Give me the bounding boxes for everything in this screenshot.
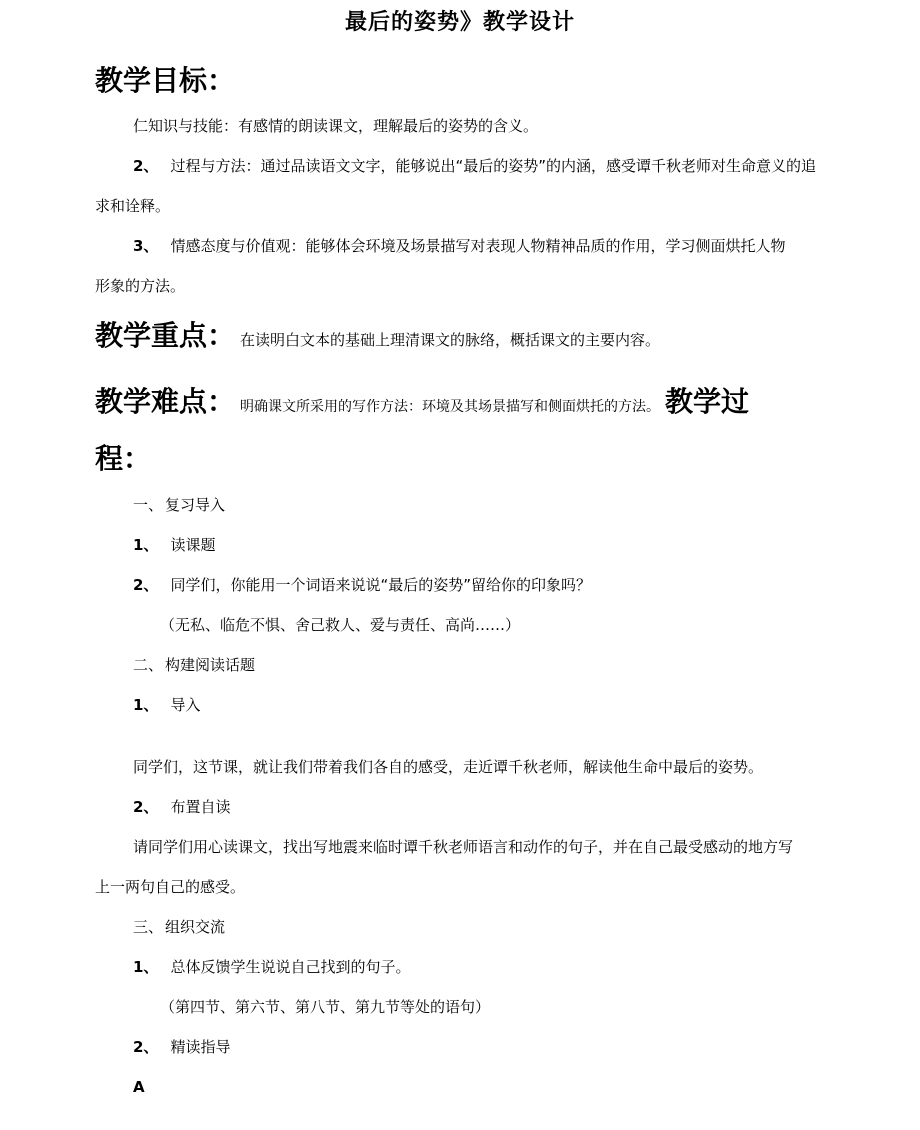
line-text: 精读指导 [170,1038,231,1056]
line-text: （第四节、第六节、第八节、第九节等处的语句） [160,998,491,1016]
blank-line [95,725,825,747]
line-text: 同学们，你能用一个词语来说说“最后的姿势”留给你的印象吗？ [170,576,591,594]
list-marker: 三、 [133,918,164,936]
process-line [95,747,825,787]
process-line [95,947,825,987]
key-point-text: 在读明白文本的基础上理清课文的脉络，概括课文的主要内容。 [240,331,661,349]
line-text: 总体反馈学生说说自己找到的句子。 [170,958,411,976]
process-line [95,485,825,525]
process-line [95,525,825,565]
line-text: 构建阅读话题 [165,656,256,674]
list-marker: A [133,1078,145,1096]
list-marker: 2、 [133,576,159,594]
list-marker: 2、 [133,1038,159,1056]
process-line [95,565,825,605]
process-line [95,907,825,947]
objective-text: 过程与方法：通过品读语文文字，能够说出“最后的姿势”的内涵，感受谭千秋老师对生命意义的追求和诠释。 [95,157,816,215]
difficulty-text: 明确课文所采用的写作方法：环境及其场景描写和侧面烘托的方法。 [240,399,661,415]
process-line [95,645,825,685]
line-text: 请同学们用心读课文，找出写地震来临时谭千秋老师语言和动作的句子，并在自己最受感动的地方写上一两句自己的感受。 [95,838,794,896]
line-text: 复习导入 [165,496,226,514]
objective-item [95,146,825,226]
objective-text: 仁知识与技能：有感情的朗读课文，理解最后的姿势的含义。 [133,117,539,135]
line-text: 布置自读 [170,798,231,816]
line-text: 读课题 [170,536,216,554]
process-line [95,605,825,645]
list-marker: 1、 [133,958,159,976]
line-text: 同学们，这节课，就让我们带着我们各自的感受，走近谭千秋老师，解读他生命中最后的姿势。 [133,758,764,776]
difficulty-heading: 教学难点： [95,385,236,418]
objectives-heading: 教学目标： [95,64,236,97]
process-line [95,1067,825,1107]
list-marker: 二、 [133,656,164,674]
key-point-heading: 教学重点： [95,319,236,352]
process-line [95,787,825,827]
line-text: （无私、临危不惧、舍己救人、爱与责任、高尚……） [160,616,521,634]
objective-text: 情感态度与价值观：能够体会环境及场景描写对表现人物精神品质的作用，学习侧面烘托人物形象的方法。 [95,237,786,295]
objective-item [95,226,795,306]
objective-marker: 2、 [133,157,159,175]
list-marker: 2、 [133,798,159,816]
line-text: 导入 [170,696,201,714]
document-title: 最后的姿势》教学设计 [344,10,575,35]
process-line [95,827,795,907]
list-marker: 一、 [133,496,164,514]
line-text: 组织交流 [165,918,226,936]
list-marker: 1、 [133,696,159,714]
process-line [95,987,825,1027]
objective-item [95,106,825,146]
difficulty-line [95,376,760,485]
key-point-line [95,314,825,362]
process-line [95,1027,825,1067]
process-heading: 教学过程： [95,385,750,475]
objective-marker: 3、 [133,237,159,255]
process-line [95,685,825,725]
list-marker: 1、 [133,536,159,554]
